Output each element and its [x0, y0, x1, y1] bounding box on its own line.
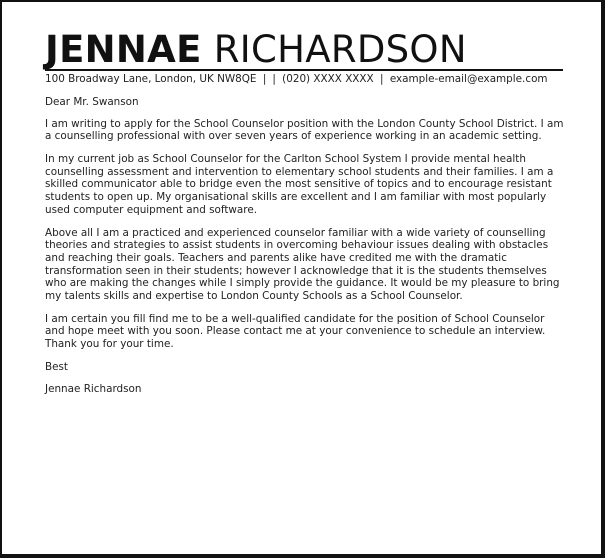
last-name: RICHARDSON — [213, 28, 467, 71]
separator: | — [262, 73, 267, 85]
separator: | — [379, 73, 384, 85]
first-name: JENNAE — [45, 28, 202, 71]
address: 100 Broadway Lane, London, UK NW8QE — [45, 73, 257, 85]
body-paragraph: I am certain you fill find me to be a well-qualified candidate for the position of School Counselor and hope meet with you soon. Please contact me at your convenience to schedule an interview. Thank you for your time. — [45, 312, 546, 350]
separator: | — [272, 73, 276, 85]
body-paragraph: I am writing to apply for the School Counselor position with the London County School District. I am a counselling professional with over seven years of experience working in an academic setting. — [45, 117, 564, 143]
header-divider — [45, 69, 563, 71]
salutation: Dear Mr. Swanson — [45, 96, 139, 108]
phone: (020) XXXX XXXX — [282, 73, 374, 85]
applicant-name — [45, 28, 467, 72]
email: example-email@example.com — [389, 73, 548, 85]
signature: Jennae Richardson — [45, 382, 142, 395]
body-paragraph: Above all I am a practiced and experienced counselor familiar with a wide variety of counselling theories and strategies to assist students in overcoming behaviour issues dealing with obstacles and reaching their goals. Teachers and parents alike have credited me with the dramatic transformation seen in their students; however I acknowledge that it is the students themselves who are making the changes while I simply provide the guidance. It would be my pleasure to bring my talents skills and expertise to London County Schools as a School Counselor. — [45, 226, 560, 302]
letter-body — [45, 96, 565, 406]
body-paragraph: In my current job as School Counselor for the Carlton School System I provide mental health counselling assessment and intervention to elementary school students and their families. I am a skilled communicator able to bridge even the most sensitive of topics and to encourage resistant students to open up. My organisational skills are excellent and I am familiar with most popularly used computer equipment and software. — [45, 153, 554, 216]
closing: Best — [45, 361, 69, 374]
contact-line — [45, 73, 548, 86]
